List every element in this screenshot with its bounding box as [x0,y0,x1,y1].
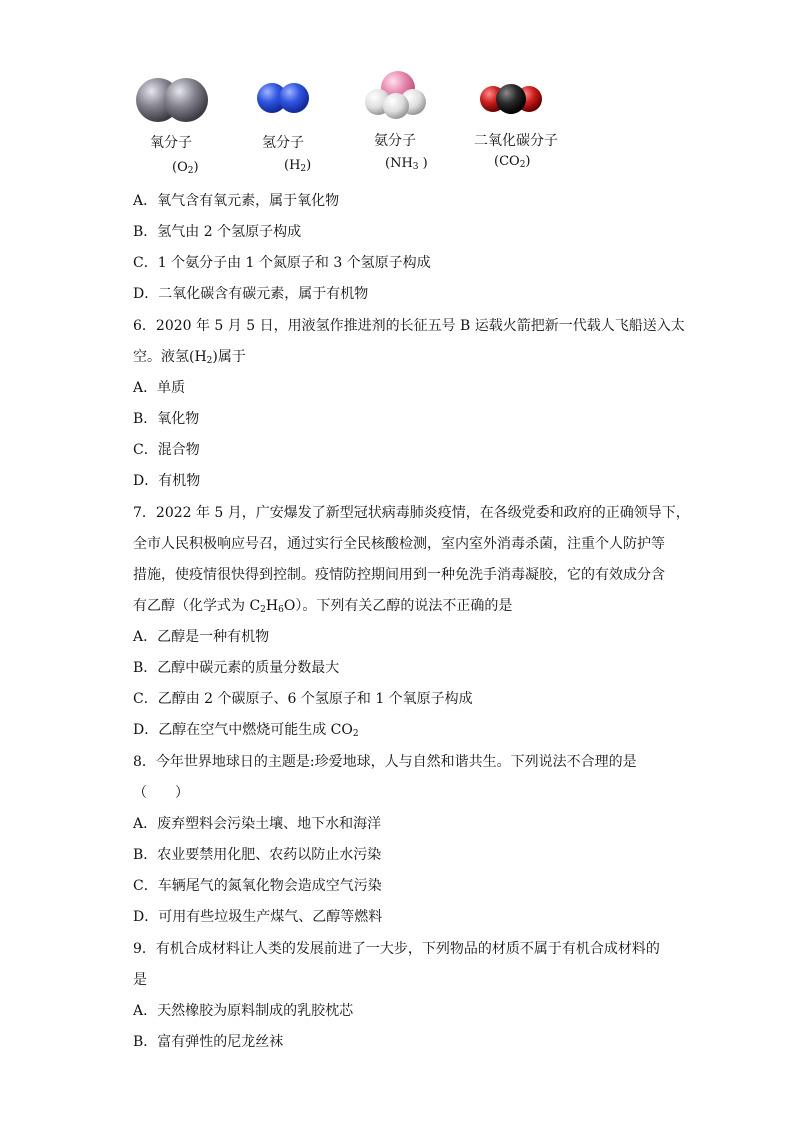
q7-stem-line2: 全市人民积极响应号召，通过实行全民核酸检测，室内室外消毒杀菌，注重个人防护等 [133,536,665,552]
oxygen-molecule-formula: $(O_2)$ [172,160,199,176]
q6-option-b: B．氧化物 [133,411,200,427]
q7-option-b: B．乙醇中碳元素的质量分数最大 [133,660,340,676]
ammonia-molecule-formula: ($NH_3$ ) [385,156,428,172]
q6-option-d: D．有机物 [133,473,201,489]
q7-stem-line3: 措施，使疫情很快得到控制。疫情防控期间用到一种免洗手消毒凝胶，它的有效成分含 [133,567,665,583]
q7-option-d: D．乙醇在空气中燃烧可能生成 $CO_2$ [133,722,359,739]
q7-option-c: C．乙醇由 2 个碳原子、6 个氢原子和 1 个氧原子构成 [133,691,473,707]
q6-option-a: A．单质 [133,380,186,396]
q9-stem-line1: 9．有机合成材料让人类的发展前进了一大步，下列物品的材质不属于有机合成材料的 [133,941,660,957]
q5-option-a: A．氧气含有氧元素，属于氧化物 [133,193,340,209]
q7-option-a: A．乙醇是一种有机物 [133,629,270,645]
hydrogen-molecule-formula: $(H_2)$ [284,158,312,174]
ammonia-molecule-model [358,68,434,126]
hydrogen-molecule-label: 氢分子 [262,135,304,151]
q8-option-b: B．农业要禁用化肥、农药以防止水污染 [133,847,382,863]
q8-option-c: C．车辆尾气的氮氧化物会造成空气污染 [133,878,382,894]
q9-stem-line2: 是 [133,972,147,988]
q8-stem-line2: （ ） [133,785,189,801]
q6-option-c: C．混合物 [133,442,200,458]
q9-option-b: B．富有弹性的尼龙丝袜 [133,1034,284,1050]
carbon-dioxide-molecule-model [476,80,546,118]
q6-stem-line2: 空。液氢$(H_2)$属于 [133,349,246,366]
hydrogen-molecule-model [252,78,318,118]
q8-option-a: A．废弃塑料会污染土壤、地下水和海洋 [133,816,382,832]
oxygen-molecule-model [133,74,213,126]
ammonia-molecule-label: 氨分子 [374,133,416,149]
q5-option-b: B．氢气由 2 个氢原子构成 [133,224,302,240]
q5-option-d: D．二氧化碳含有碳元素，属于有机物 [133,286,369,302]
q9-option-a: A．天然橡胶为原料制成的乳胶枕芯 [133,1003,354,1019]
q7-stem-line1: 7．2022 年 5 月，广安爆发了新型冠状病毒肺炎疫情，在各级党委和政府的正确领导下， [133,505,690,521]
q8-stem-line1: 8．今年世界地球日的主题是:珍爱地球，人与自然和谐共生。下列说法不合理的是 [133,754,637,770]
q5-option-c: C．1 个氨分子由 1 个氮原子和 3 个氢原子构成 [133,255,431,271]
carbon-dioxide-molecule-formula: $(CO_2)$ [494,154,531,170]
oxygen-molecule-label: 氧分子 [150,135,192,151]
q7-stem-line4: 有乙醇（化学式为 $C_2H_6O$）。下列有关乙醇的说法不正确的是 [133,598,513,615]
q8-option-d: D．可用有些垃圾生产煤气、乙醇等燃料 [133,909,383,925]
carbon-dioxide-molecule-label: 二氧化碳分子 [474,133,558,149]
q6-stem-line1: 6．2020 年 5 月 5 日，用液氢作推进剂的长征五号 B 运载火箭把新一代载人飞船送入太 [133,318,685,334]
